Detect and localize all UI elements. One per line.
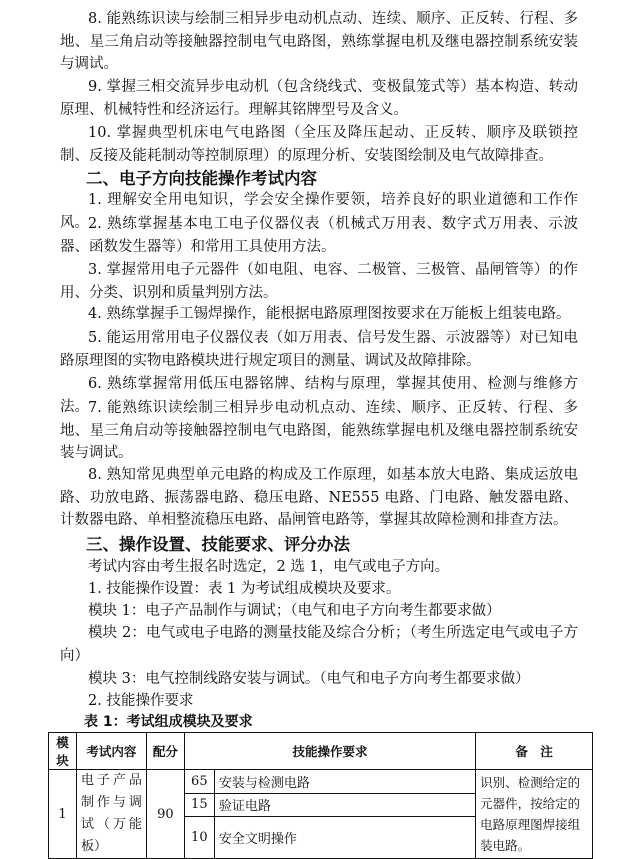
header-content: 考试内容 [76, 733, 146, 770]
table-header-row [49, 733, 593, 770]
paragraph-item-9-electrical: 9. 掌握三相交流异步电动机（包含绕线式、变极鼠笼式等）基本构造、转动原理、机械特性和经济运行。理解其铭牌型号及含义。 [60, 79, 578, 118]
cell-points: 65 [184, 770, 214, 794]
cell-points: 15 [184, 793, 214, 817]
paragraph-exam-choice: 考试内容由考生报名时选定，2 选 1，电气或电子方向。 [88, 559, 450, 575]
cell-score: 90 [146, 770, 184, 859]
cell-requirement: 安装与检测电路 [214, 770, 475, 794]
paragraph-electronic-5: 5. 能运用常用电子仪器仪表（如万用表、信号发生器、示波器等）对已知电路原理图的实物电路模块进行规定项目的测量、调试及故障排除。 [60, 330, 578, 369]
table-row [49, 770, 593, 794]
header-requirements: 技能操作要求 [184, 733, 475, 770]
table-caption: 表 1：考试组成模块及要求 [84, 714, 253, 730]
paragraph-module-3: 模块 3：电气控制线路安装与调试。（电气和电子方向考生都要求做） [88, 671, 530, 687]
paragraph-electronic-2: 2. 熟练掌握基本电工电子仪器仪表（机械式万用表、数字式万用表、示波器、函数发生器等）和常用工具使用方法。 [60, 216, 578, 255]
paragraph-electronic-7: 7. 能熟练识读绘制三相异步电动机点动、连续、顺序、正反转、行程、多地、星三角启动等接触器控制电气电路图，能熟练掌握电机及继电器控制系统安装与调试。 [60, 400, 578, 461]
cell-requirement: 安全文明操作 [214, 817, 475, 859]
paragraph-module-2: 模块 2：电气或电子电路的测量技能及综合分析；（考生所选定电气或电子方向） [60, 625, 578, 664]
header-score: 配分 [146, 733, 184, 770]
section-heading-electronic: 二、电子方向技能操作考试内容 [86, 169, 317, 188]
paragraph-skill-setting: 1. 技能操作设置：表 1 为考试组成模块及要求。 [88, 581, 401, 597]
header-module: 模块 [49, 733, 77, 770]
header-remark: 备 注 [476, 733, 593, 770]
section-heading-settings: 三、操作设置、技能要求、评分办法 [86, 535, 350, 554]
cell-requirement: 验证电路 [214, 793, 475, 817]
paragraph-electronic-3: 3. 掌握常用电子元器件（如电阻、电容、二极管、三极管、晶闸管等）的作用、分类、识别和质量判别方法。 [60, 262, 578, 301]
paragraph-item-8-electrical: 8. 能熟练识读与绘制三相异步电动机点动、连续、顺序、正反转、行程、多地、星三角启动等接触器控制电气电路图，熟练掌握电机及继电器控制系统安装与调试。 [60, 11, 578, 72]
cell-module: 1 [49, 770, 77, 859]
paragraph-module-1: 模块 1：电子产品制作与调试；（电气和电子方向考生都要求做） [88, 603, 501, 619]
cell-remark: 识别、检测给定的元器件，按给定的电路原理图焊接组装电路。 [476, 770, 593, 859]
exam-module-table [48, 732, 593, 859]
paragraph-electronic-8: 8. 熟知常见典型单元电路的构成及工作原理，如基本放大电路、集成运放电路、功放电路、振荡器电路、稳压电路、NE555 电路、门电路、触发器电路、计数器电路、单相整流稳压电路、晶闸管电路等，掌握其故障检测和排查方法。 [60, 467, 578, 528]
paragraph-electronic-4: 4. 熟练掌握手工锡焊操作，能根据电路原理图按要求在万能板上组装电路。 [88, 306, 571, 322]
paragraph-item-10-electrical: 10. 掌握典型机床电气电路图（全压及降压起动、正反转、顺序及联锁控制、反接及能耗制动等控制原理）的原理分析、安装图绘制及电气故障排查。 [60, 125, 578, 164]
paragraph-electronic-1: 1. 理解安全用电知识，学会安全操作要领，培养良好的职业道德和工作作风。 [60, 192, 578, 231]
paragraph-skill-requirements: 2. 技能操作要求 [88, 693, 194, 709]
cell-content: 电子产品制作与调试（万能板） [76, 770, 146, 859]
cell-points: 10 [184, 817, 214, 859]
paragraph-electronic-6: 6. 熟练掌握常用低压电器铭牌、结构与原理，掌握其使用、检测与维修方法。 [60, 376, 578, 415]
